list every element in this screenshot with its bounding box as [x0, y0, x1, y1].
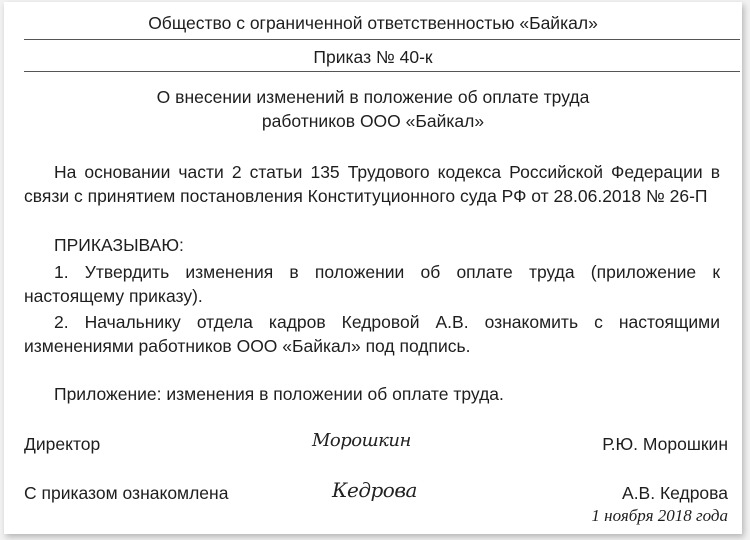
order-number: Приказ № 40-к [313, 47, 433, 67]
order-word: ПРИКАЗЫВАЮ: [54, 235, 184, 255]
director-role-label: Директор [24, 434, 101, 454]
attachment-note: Приложение: изменения в положении об оплате труда. [54, 384, 504, 404]
organization-name: Общество с ограниченной ответственностью «Байкал» [148, 13, 598, 33]
document-sheet [4, 2, 742, 534]
document-date: 1 ноября 2018 года [591, 506, 728, 525]
acknowledged-label: С приказом ознакомлена [24, 483, 229, 503]
director-handwritten-signature: Морошкин [312, 430, 411, 451]
director-name: Р.Ю. Морошкин [602, 434, 728, 454]
order-item-2: 2. Начальнику отдела кадров Кедровой А.В. ознакомить с настоящими изменениями работников ООО «Байкал» под подпись. [24, 312, 720, 356]
employee-name: А.В. Кедрова [622, 483, 728, 503]
header-divider-bottom [24, 71, 740, 72]
employee-handwritten-signature: Кедрова [332, 478, 417, 502]
order-subject-line-2: работников ООО «Байкал» [261, 111, 485, 131]
header-divider-top [24, 39, 740, 40]
basis-paragraph: На основании части 2 статьи 135 Трудового кодекса Российской Федерации в связи с принятием постановления Конституционного суда РФ от 28.06.2018 № 26-П [24, 162, 720, 206]
order-subject-line-1: О внесении изменений в положение об оплате труда [156, 87, 590, 107]
order-item-1: 1. Утвердить изменения в положении об оплате труда (приложение к настоящему приказу). [24, 262, 720, 306]
